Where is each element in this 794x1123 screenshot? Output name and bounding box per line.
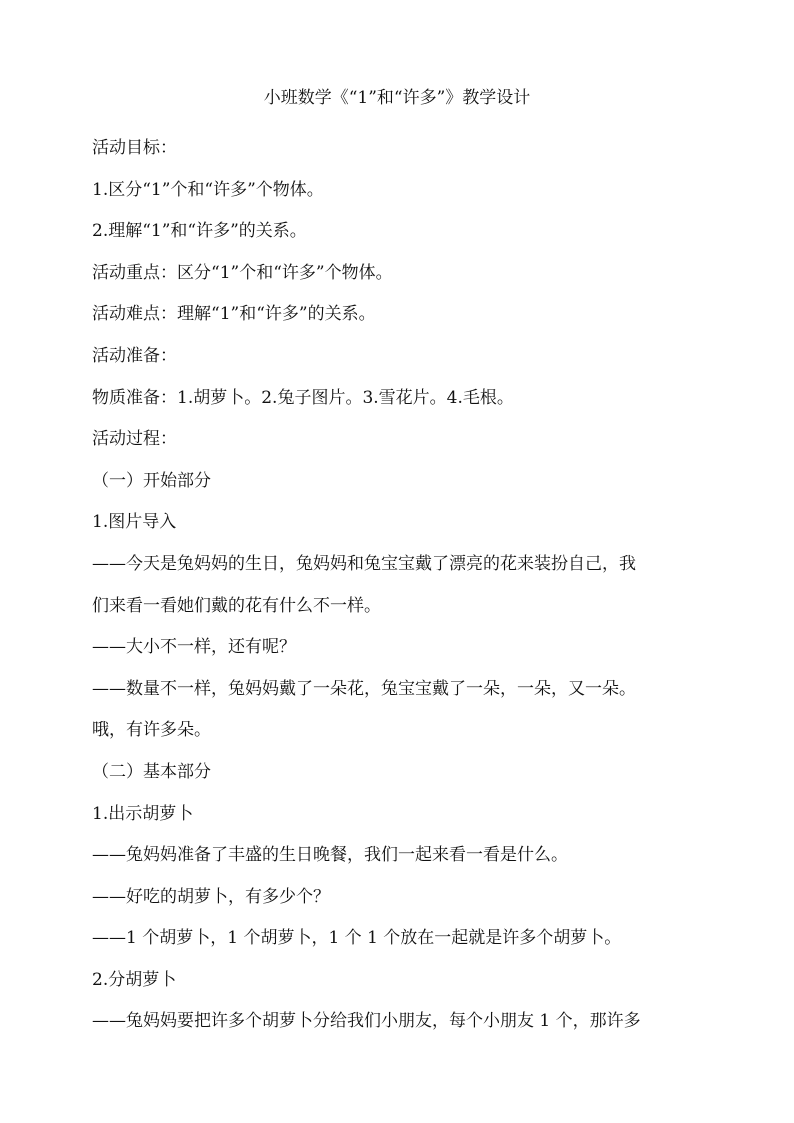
dialogue-line: ——好吃的胡萝卜，有多少个？ — [92, 886, 330, 907]
dialogue-line: ——兔妈妈要把许多个胡萝卜分给我们小朋友，每个小朋友 1 个，那许多 — [92, 1011, 641, 1032]
material-preparation: 物质准备：1.胡萝卜。2.兔子图片。3.雪花片。4.毛根。 — [92, 387, 514, 408]
subsection-opening: （一）开始部分 — [92, 470, 211, 491]
dialogue-line-continuation: 们来看一看她们戴的花有什么不一样。 — [92, 595, 381, 616]
goal-item-2: 2.理解“1”和“许多”的关系。 — [92, 221, 307, 242]
document-body — [92, 128, 708, 1043]
dialogue-line: ——今天是兔妈妈的生日，兔妈妈和兔宝宝戴了漂亮的花来装扮自己，我 — [92, 553, 636, 574]
step-share-carrots: 2.分胡萝卜 — [92, 969, 177, 990]
goal-item-1: 1.区分“1”个和“许多”个物体。 — [92, 179, 324, 200]
activity-difficulty: 活动难点：理解“1”和“许多”的关系。 — [92, 304, 376, 325]
section-heading-activity-preparation: 活动准备： — [92, 345, 177, 366]
dialogue-line: ——数量不一样，兔妈妈戴了一朵花，兔宝宝戴了一朵，一朵，又一朵。 — [92, 678, 636, 699]
dialogue-line: ——大小不一样，还有呢？ — [92, 637, 296, 658]
section-heading-activity-goals: 活动目标： — [92, 138, 177, 158]
subsection-basic: （二）基本部分 — [92, 761, 211, 782]
dialogue-line: ——1 个胡萝卜，1 个胡萝卜，1 个 1 个放在一起就是许多个胡萝卜。 — [92, 928, 622, 949]
activity-key-point: 活动重点：区分“1”个和“许多”个物体。 — [92, 262, 393, 283]
dialogue-line: ——兔妈妈准备了丰盛的生日晚餐，我们一起来看一看是什么。 — [92, 845, 568, 866]
section-heading-activity-process: 活动过程： — [92, 429, 177, 450]
step-show-carrots: 1.出示胡萝卜 — [92, 803, 194, 824]
document-title: 小班数学《“1”和“许多”》教学设计 — [263, 88, 531, 108]
step-picture-intro: 1.图片导入 — [92, 512, 177, 533]
dialogue-line-continuation: 哦，有许多朵。 — [92, 720, 211, 741]
